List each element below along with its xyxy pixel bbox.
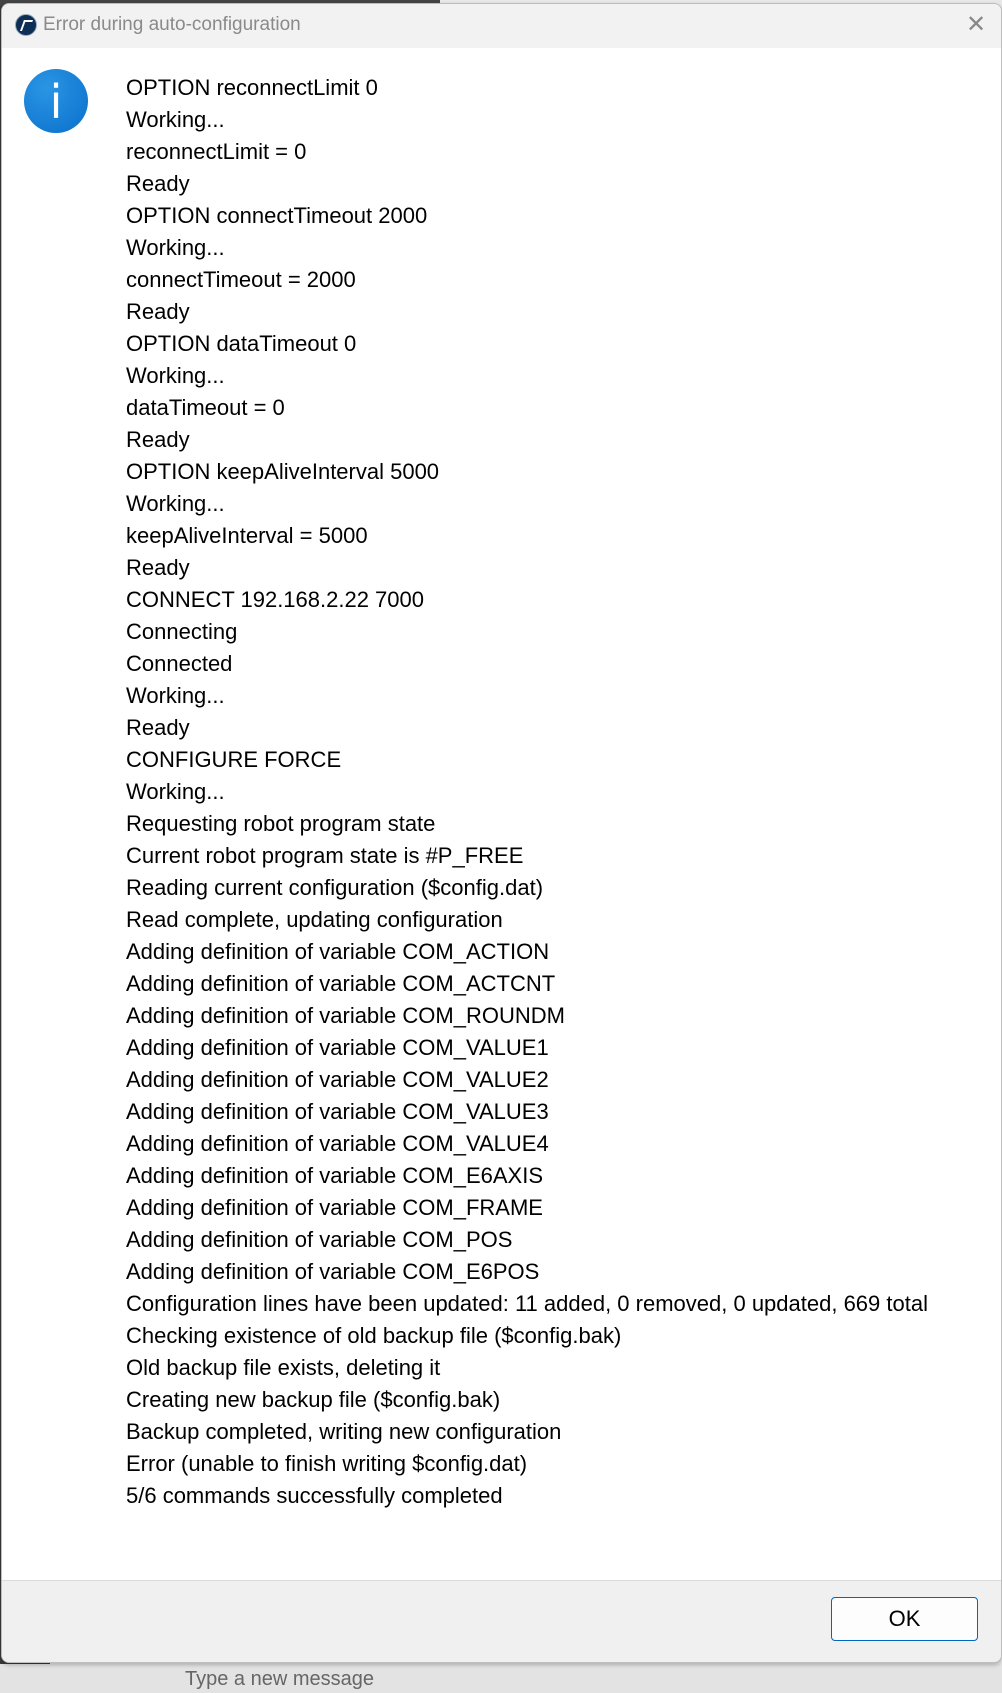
message-line: Adding definition of variable COM_E6POS xyxy=(126,1259,540,1284)
dialog-footer xyxy=(2,1580,1001,1663)
message-line: Adding definition of variable COM_E6AXIS xyxy=(126,1163,544,1188)
close-icon[interactable]: ✕ xyxy=(965,11,987,38)
message-line: keepAliveInterval = 5000 xyxy=(126,523,368,548)
message-log xyxy=(126,72,956,1512)
message-line: Working... xyxy=(126,491,225,516)
background-message-bar xyxy=(0,1664,1002,1693)
ok-button[interactable]: OK xyxy=(831,1597,978,1641)
message-line: Adding definition of variable COM_VALUE4 xyxy=(126,1131,549,1156)
message-line: CONFIGURE FORCE xyxy=(126,747,342,772)
message-line: Working... xyxy=(126,235,225,260)
message-line: Adding definition of variable COM_POS xyxy=(126,1227,513,1252)
message-line: Ready xyxy=(126,299,190,324)
message-line: Ready xyxy=(126,715,190,740)
error-dialog xyxy=(1,3,1002,1663)
message-line: 5/6 commands successfully completed xyxy=(126,1483,503,1508)
message-line: Adding definition of variable COM_VALUE2 xyxy=(126,1067,549,1092)
message-line: Creating new backup file ($config.bak) xyxy=(126,1387,501,1412)
message-line: OPTION keepAliveInterval 5000 xyxy=(126,459,440,484)
message-line: Working... xyxy=(126,107,225,132)
message-line: OPTION connectTimeout 2000 xyxy=(126,203,428,228)
message-line: Checking existence of old backup file ($config.bak) xyxy=(126,1323,622,1348)
message-line: Working... xyxy=(126,779,225,804)
message-line: Adding definition of variable COM_ACTCNT xyxy=(126,971,556,996)
message-line: OPTION dataTimeout 0 xyxy=(126,331,357,356)
message-line: Ready xyxy=(126,555,190,580)
message-line: reconnectLimit = 0 xyxy=(126,139,307,164)
message-line: Connected xyxy=(126,651,233,676)
info-icon xyxy=(24,69,88,133)
message-line: Backup completed, writing new configuration xyxy=(126,1419,562,1444)
message-line: Working... xyxy=(126,683,225,708)
message-line: Connecting xyxy=(126,619,238,644)
robot-app-icon xyxy=(15,14,37,36)
message-line: Adding definition of variable COM_ROUNDM xyxy=(126,1003,565,1028)
message-line: Requesting robot program state xyxy=(126,811,436,836)
message-line: Ready xyxy=(126,427,190,452)
message-line: Working... xyxy=(126,363,225,388)
message-line: dataTimeout = 0 xyxy=(126,395,285,420)
message-line: Adding definition of variable COM_FRAME xyxy=(126,1195,543,1220)
message-line: Current robot program state is #P_FREE xyxy=(126,843,524,868)
message-line: Adding definition of variable COM_VALUE3 xyxy=(126,1099,549,1124)
background-message-input[interactable]: Type a new message xyxy=(185,1668,374,1690)
message-line: Adding definition of variable COM_VALUE1 xyxy=(126,1035,549,1060)
message-line: CONNECT 192.168.2.22 7000 xyxy=(126,587,424,612)
dialog-title: Error during auto-configuration xyxy=(43,14,301,35)
message-line: OPTION reconnectLimit 0 xyxy=(126,75,378,100)
message-line: Reading current configuration ($config.dat) xyxy=(126,875,544,900)
message-line: Configuration lines have been updated: 11 added, 0 removed, 0 updated, 669 total xyxy=(126,1291,928,1316)
info-glyph: i xyxy=(49,75,63,129)
message-line: Error (unable to finish writing $config.dat) xyxy=(126,1451,528,1476)
message-line: Old backup file exists, deleting it xyxy=(126,1355,441,1380)
message-line: Ready xyxy=(126,171,190,196)
message-line: Adding definition of variable COM_ACTION xyxy=(126,939,550,964)
title-bar xyxy=(2,4,1001,48)
message-line: connectTimeout = 2000 xyxy=(126,267,356,292)
message-line: Read complete, updating configuration xyxy=(126,907,503,932)
